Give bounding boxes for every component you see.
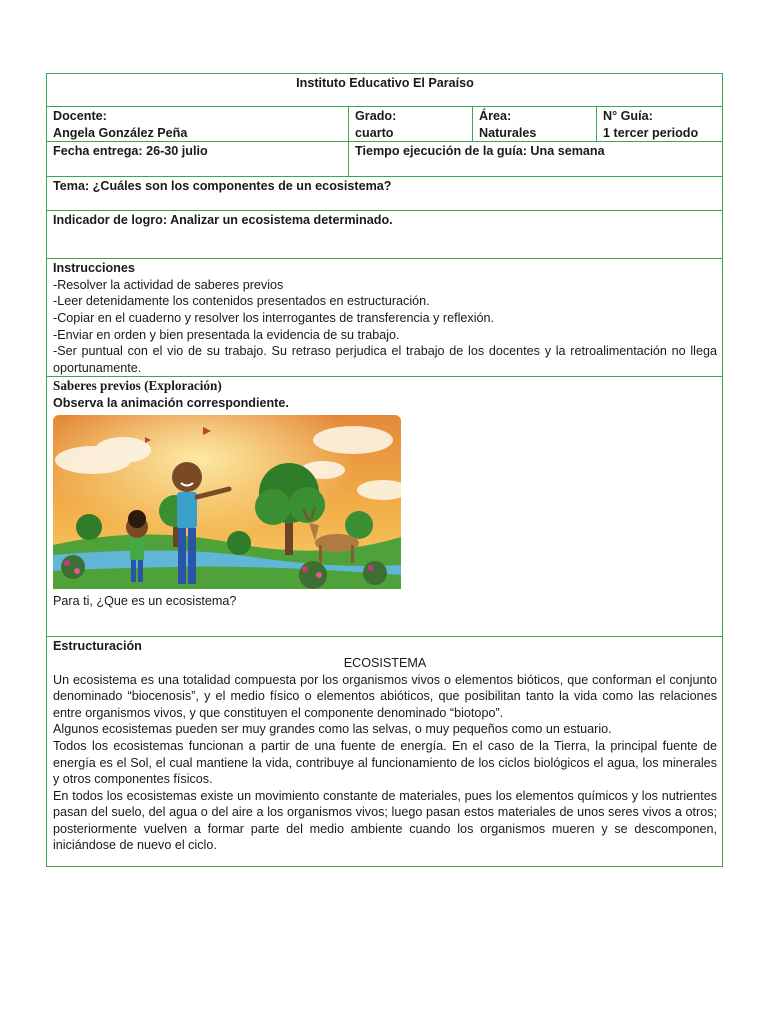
delivery-cell: [47, 142, 349, 177]
instruction-item: -Ser puntual con el vio de su trabajo. Su retraso perjudica el trabajo de los docentes y la retroalimentación no llega oportunamente.: [53, 344, 717, 375]
institution-cell: [47, 74, 723, 107]
guide-value: 1 tercer periodo: [603, 125, 699, 140]
structure-cell: [47, 637, 723, 867]
instruction-item: -Resolver la actividad de saberes previos: [53, 277, 284, 292]
institution-name: Instituto Educativo El Paraíso: [296, 76, 474, 90]
structure-paragraph: En todos los ecosistemas existe un movimiento constante de materiales, pues los elementos químicos y los nutrientes pasan del suelo, del agua o del aire a los organismos vivos; luego pasan estos materiales de unos seres vivos a otros; posteriormente vuelven a formar parte del medio ambiente cuando los organismos mueren y se descomponen, iniciándose de nuevo el ciclo.: [53, 788, 717, 853]
area-label: Área:: [479, 109, 512, 123]
grade-value: cuarto: [355, 125, 394, 140]
guide-cell: [597, 107, 723, 142]
instruction-item: -Copiar en el cuaderno y resolver los interrogantes de transferencia y reflexión.: [53, 310, 495, 325]
execution-time: Tiempo ejecución de la guía: Una semana: [355, 144, 605, 159]
execution-cell: [349, 142, 723, 177]
area-value: Naturales: [479, 125, 537, 140]
grade-cell: [349, 107, 473, 142]
delivery-date: Fecha entrega: 26-30 julio: [53, 144, 208, 159]
topic-text: Tema: ¿Cuáles son los componentes de un ecosistema?: [53, 179, 392, 194]
guide-label: N° Guía:: [603, 109, 653, 123]
ecosystem-illustration: [53, 415, 401, 589]
guide-table: [46, 73, 723, 867]
exploration-subtitle: Observa la animación correspondiente.: [53, 395, 289, 410]
exploration-question: Para ti, ¿Que es un ecosistema?: [53, 593, 237, 608]
structure-title: Estructuración: [53, 639, 142, 654]
indicator-text: Indicador de logro: Analizar un ecosistema determinado.: [53, 213, 393, 228]
topic-cell: [47, 177, 723, 211]
structure-heading: ECOSISTEMA: [343, 655, 427, 670]
grade-label: Grado:: [355, 109, 397, 123]
exploration-cell: [47, 377, 723, 637]
instructions-title: Instrucciones: [53, 261, 135, 276]
structure-paragraph: Todos los ecosistemas funcionan a partir de una fuente de energía. En el caso de la Tierra, la principal fuente de energía es el Sol, el cual mantiene la vida, contribuye al funcionamiento de los ciclos biológicos el agua, los minerales y otros componentes físicos.: [53, 738, 717, 787]
instruction-item: -Enviar en orden y bien presentada la evidencia de su trabajo.: [53, 327, 400, 342]
exploration-title: Saberes previos (Exploración): [53, 378, 222, 394]
indicator-cell: [47, 211, 723, 259]
teacher-label: Docente:: [53, 109, 107, 123]
instruction-item: -Leer detenidamente los contenidos presentados en estructuración.: [53, 294, 430, 309]
teacher-cell: [47, 107, 349, 142]
structure-paragraph: Algunos ecosistemas pueden ser muy grandes como las selvas, o muy pequeños como un estuario.: [53, 722, 612, 737]
structure-paragraph: Un ecosistema es una totalidad compuesta por los organismos vivos o elementos bióticos, que conforman el conjunto denominado “biocenosis”, y el medio físico o elementos abióticos, que posibilitan tanto la vida como las relaciones entre organismos vivos, y que constituyen el componente denominado “biotopo”.: [53, 672, 717, 720]
teacher-name: Angela González Peña: [53, 125, 188, 140]
area-cell: [473, 107, 597, 142]
instructions-cell: [47, 259, 723, 377]
